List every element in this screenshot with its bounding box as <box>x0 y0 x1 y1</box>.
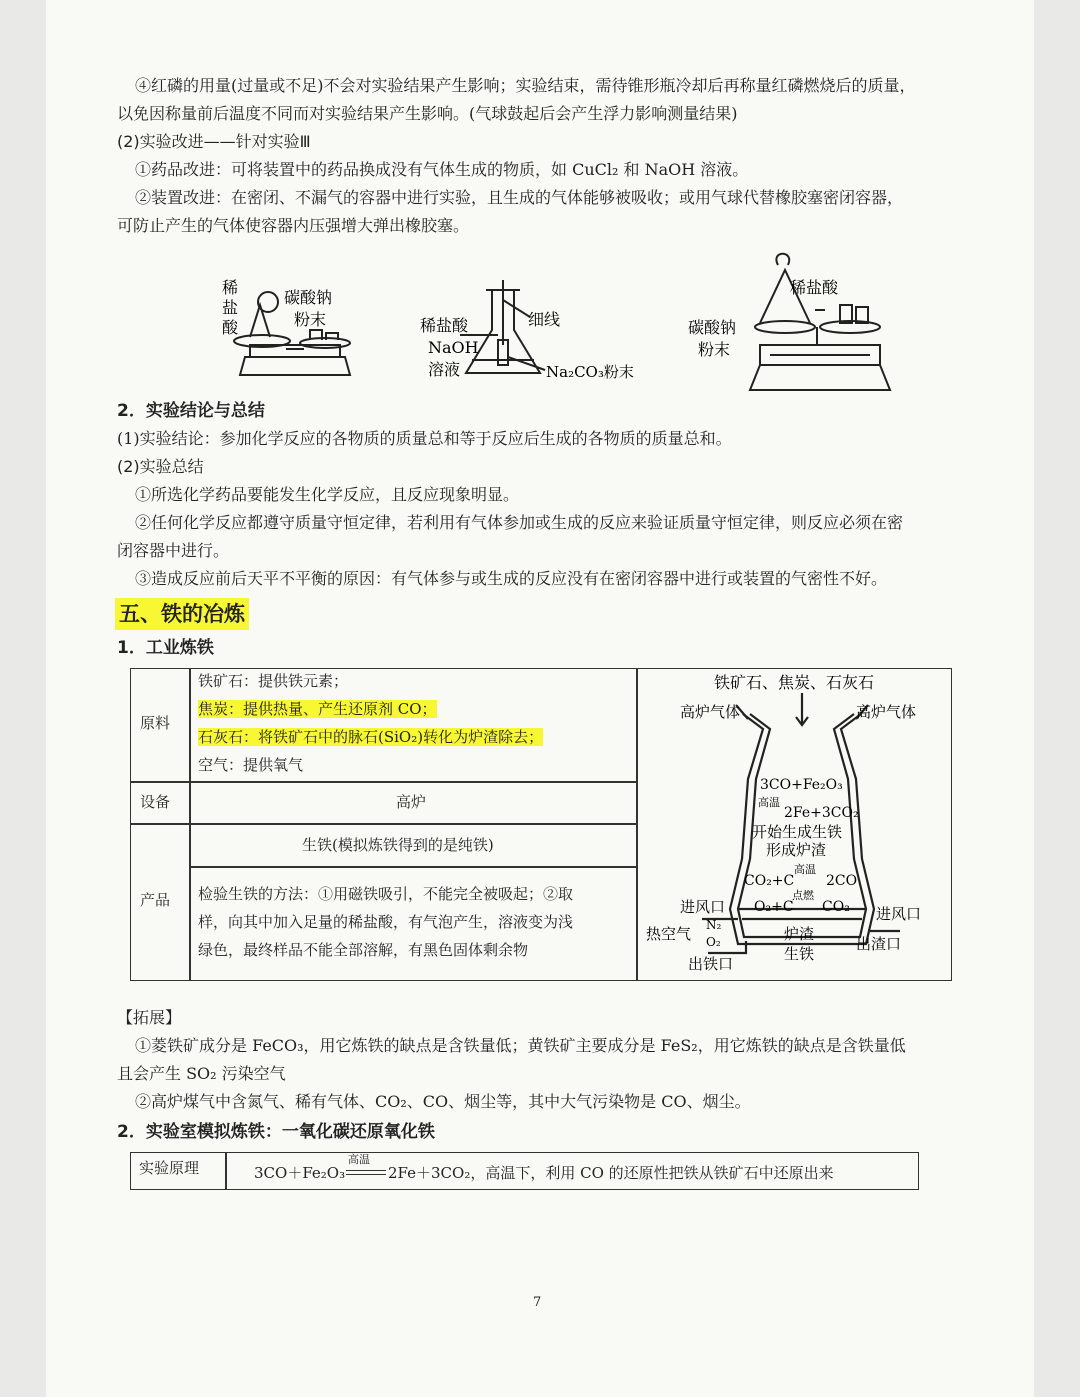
fig-label: NaOH <box>428 338 479 357</box>
diagram-label: 进风口 <box>876 905 922 923</box>
paragraph-line: 且会产生 SO₂ 污染空气 <box>117 1064 286 1083</box>
paragraph-line: ②高炉煤气中含氮气、稀有气体、CO₂、CO、烟尘等，其中大气污染物是 CO、烟尘。 <box>135 1092 751 1111</box>
paragraph-line: ④红磷的用量(过量或不足)不会对实验结果产生影响；实验结束，需待锥形瓶冷却后再称量红磷燃烧后的质量， <box>135 76 916 95</box>
fig-label: 碳酸钠 <box>284 288 333 307</box>
row-header: 设备 <box>140 793 171 811</box>
fig-label: 粉末 <box>294 310 327 329</box>
paragraph-line: 闭容器中进行。 <box>117 541 230 560</box>
table-cell: 空气：提供氧气 <box>198 756 304 774</box>
section-subtitle: 2．实验结论与总结 <box>117 401 265 421</box>
fig-label: Na₂CO₃粉末 <box>546 363 634 381</box>
equation-lhs: 3CO＋Fe₂O₃ <box>254 1164 346 1182</box>
table-cell: 铁矿石：提供铁元素； <box>198 672 349 690</box>
diagram-label: 2CO <box>826 873 858 889</box>
subheading: (2)实验总结 <box>117 457 204 476</box>
paragraph-line: ①菱铁矿成分是 FeCO₃，用它炼铁的缺点是含铁量低；黄铁矿主要成分是 FeS₂，用它炼铁的缺点是含铁量低 <box>135 1036 906 1055</box>
diagram-label: O₂ <box>706 935 721 949</box>
section-subtitle: 1．工业炼铁 <box>117 638 214 658</box>
expand-title: 【拓展】 <box>117 1008 182 1027</box>
section-subtitle: 2．实验室模拟炼铁：一氧化碳还原氧化铁 <box>117 1122 435 1142</box>
row-header: 产品 <box>140 891 171 909</box>
diagram-label: 开始生成生铁 <box>752 823 843 841</box>
fig-label: 粉末 <box>698 340 731 359</box>
table-cell: 绿色，最终样品不能全部溶解，有黑色固体剩余物 <box>198 941 529 959</box>
diagram-label: 高炉气体 <box>680 703 741 721</box>
diagram-label: 高温 <box>758 796 780 809</box>
subheading: (2)实验改进——针对实验Ⅲ <box>117 132 311 151</box>
fig-label: 稀盐酸 <box>790 278 839 297</box>
paragraph-line: ①所选化学药品要能发生化学反应，且反应现象明显。 <box>135 485 520 504</box>
paragraph-line: (1)实验结论：参加化学反应的各物质的质量总和等于反应后生成的各物质的质量总和。 <box>117 429 732 448</box>
fig-label: 酸 <box>222 318 239 337</box>
section-heading: 五、铁的冶炼 <box>115 598 249 630</box>
paragraph-line: 以免因称量前后温度不同而对实验结果产生影响。(气球鼓起后会产生浮力影响测量结果) <box>117 104 738 123</box>
diagram-label: 出渣口 <box>856 935 902 953</box>
paragraph-line: ①药品改进：可将装置中的药品换成没有气体生成的物质，如 CuCl₂ 和 NaOH 溶液。 <box>135 160 749 179</box>
table-cell: 样，向其中加入足量的稀盐酸，有气泡产生，溶液变为浅 <box>198 913 574 931</box>
diagram-label: 铁矿石、焦炭、石灰石 <box>714 673 875 692</box>
table-cell: 检验生铁的方法：①用磁铁吸引，不能完全被吸起；②取 <box>198 885 574 903</box>
fig-label: 盐 <box>222 298 239 317</box>
apparatus-figure <box>200 245 920 400</box>
diagram-label: O₂+C <box>754 899 794 915</box>
diagram-label: 出铁口 <box>688 955 734 973</box>
highlighted-text: 焦炭：提供热量、产生还原剂 CO； <box>198 700 437 718</box>
diagram-label: 热空气 <box>646 925 692 943</box>
paragraph-line: ②装置改进：在密闭、不漏气的容器中进行实验，且生成的气体能够被吸收；或用气球代替橡胶塞密闭容器， <box>135 188 904 207</box>
diagram-label: N₂ <box>706 918 722 932</box>
table-cell: 高炉 <box>396 793 427 811</box>
fig-label: 稀盐酸 <box>420 316 469 335</box>
paragraph-line: 可防止产生的气体使容器内压强增大弹出橡胶塞。 <box>117 216 470 235</box>
paragraph-line: ②任何化学反应都遵守质量守恒定律，若利用有气体参加或生成的反应来验证质量守恒定律，则反应必须在密 <box>135 513 904 532</box>
diagram-label: CO₂+C <box>744 873 795 889</box>
equation-rhs: 2Fe＋3CO₂，高温下，利用 CO 的还原性把铁从铁矿石中还原出来 <box>388 1164 834 1182</box>
fig-label: 稀 <box>222 278 239 297</box>
fig-label: 碳酸钠 <box>688 318 737 337</box>
diagram-label: 高温 <box>794 863 816 876</box>
diagram-label: 3CO+Fe₂O₃ <box>760 777 843 793</box>
diagram-label: 生铁 <box>784 945 815 963</box>
row-header: 实验原理 <box>139 1159 200 1177</box>
row-header: 原料 <box>140 714 171 732</box>
fig-label: 溶液 <box>428 360 461 379</box>
highlighted-text: 石灰石：将铁矿石中的脉石(SiO₂)转化为炉渣除去； <box>198 728 544 746</box>
diagram-label: 高炉气体 <box>856 703 917 721</box>
fig-label: 细线 <box>528 310 561 329</box>
diagram-label: 形成炉渣 <box>766 841 827 859</box>
diagram-label: 点燃 <box>792 889 814 902</box>
diagram-label: 2Fe+3CO₂ <box>784 805 859 821</box>
table-cell: 生铁(模拟炼铁得到的是纯铁) <box>302 836 494 854</box>
diagram-label: 炉渣 <box>784 925 815 943</box>
page-number: 7 <box>533 1295 542 1310</box>
blast-furnace-diagram <box>638 669 950 979</box>
diagram-label: CO₂ <box>822 899 850 915</box>
paragraph-line: ③造成反应前后天平不平衡的原因：有气体参与或生成的反应没有在密闭容器中进行或装置的气密性不好。 <box>135 569 888 588</box>
diagram-label: 进风口 <box>680 898 726 916</box>
reaction-condition: 高温 <box>348 1153 370 1166</box>
